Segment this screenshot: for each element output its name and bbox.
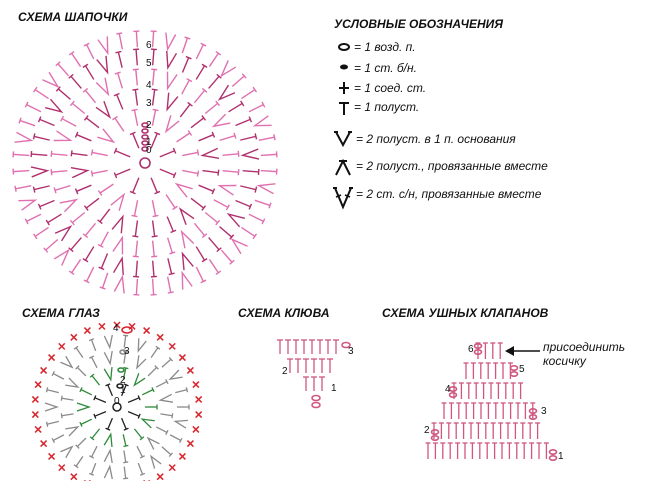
beak-row-number: 3 [348,346,354,357]
legend-dc-decrease-text: = 2 ст. с/н, провязанные вместе [356,187,542,201]
ear-row-number: 2 [424,425,430,436]
beak-row-number: 2 [282,366,288,377]
eye-row-number: 1 [120,385,126,396]
hat-row-number: 4 [146,80,152,91]
hat-scheme-diagram [13,31,277,295]
legend-title: УСЛОВНЫЕ ОБОЗНАЧЕНИЯ [334,17,504,31]
hat-row-number: 2 [146,120,152,131]
ear-row-number: 6 [468,344,474,355]
ear-flap-scheme-diagram [424,343,564,462]
hat-row-number: 0 [146,145,152,156]
beak-scheme-diagram [277,340,354,408]
legend-hdc-decrease-text: = 2 полуст., провязанные вместе [356,159,548,173]
eye-scheme-title: СХЕМА ГЛАЗ [22,306,100,320]
hat-row-number: 3 [146,98,152,109]
hat-row-number: 6 [146,40,152,51]
ear-scheme-title: СХЕМА УШНЫХ КЛАПАНОВ [382,306,549,320]
legend-slip-stitch-text: = 1 соед. ст. [354,81,427,95]
eye-row-number: 3 [124,346,130,357]
eye-row-number: 0 [114,396,120,407]
ear-row-number: 5 [519,364,525,375]
ear-row-number: 1 [558,451,564,462]
ear-arrow-icon [505,346,540,356]
eye-row-number: 4 [113,323,119,334]
hat-scheme-title: СХЕМА ШАПОЧКИ [18,10,128,24]
legend-single-crochet-text: = 1 ст. б/н. [354,61,417,75]
legend-hdc-increase-text: = 2 полуст. в 1 п. основания [356,132,516,146]
hat-row-number: 5 [146,58,152,69]
eye-scheme-diagram [32,322,201,481]
beak-row-number: 1 [331,383,337,394]
legend-chain-stitch-text: = 1 возд. п. [354,40,416,54]
beak-scheme-title: СХЕМА КЛЮВА [238,306,330,320]
ear-note: присоединить косичку [543,340,626,368]
ear-row-number: 4 [445,384,451,395]
eye-row-number: 2 [120,375,126,386]
hat-row-number: 1 [146,137,152,148]
legend-hdc-text: = 1 полуст. [354,100,420,114]
ear-row-number: 3 [541,406,547,417]
